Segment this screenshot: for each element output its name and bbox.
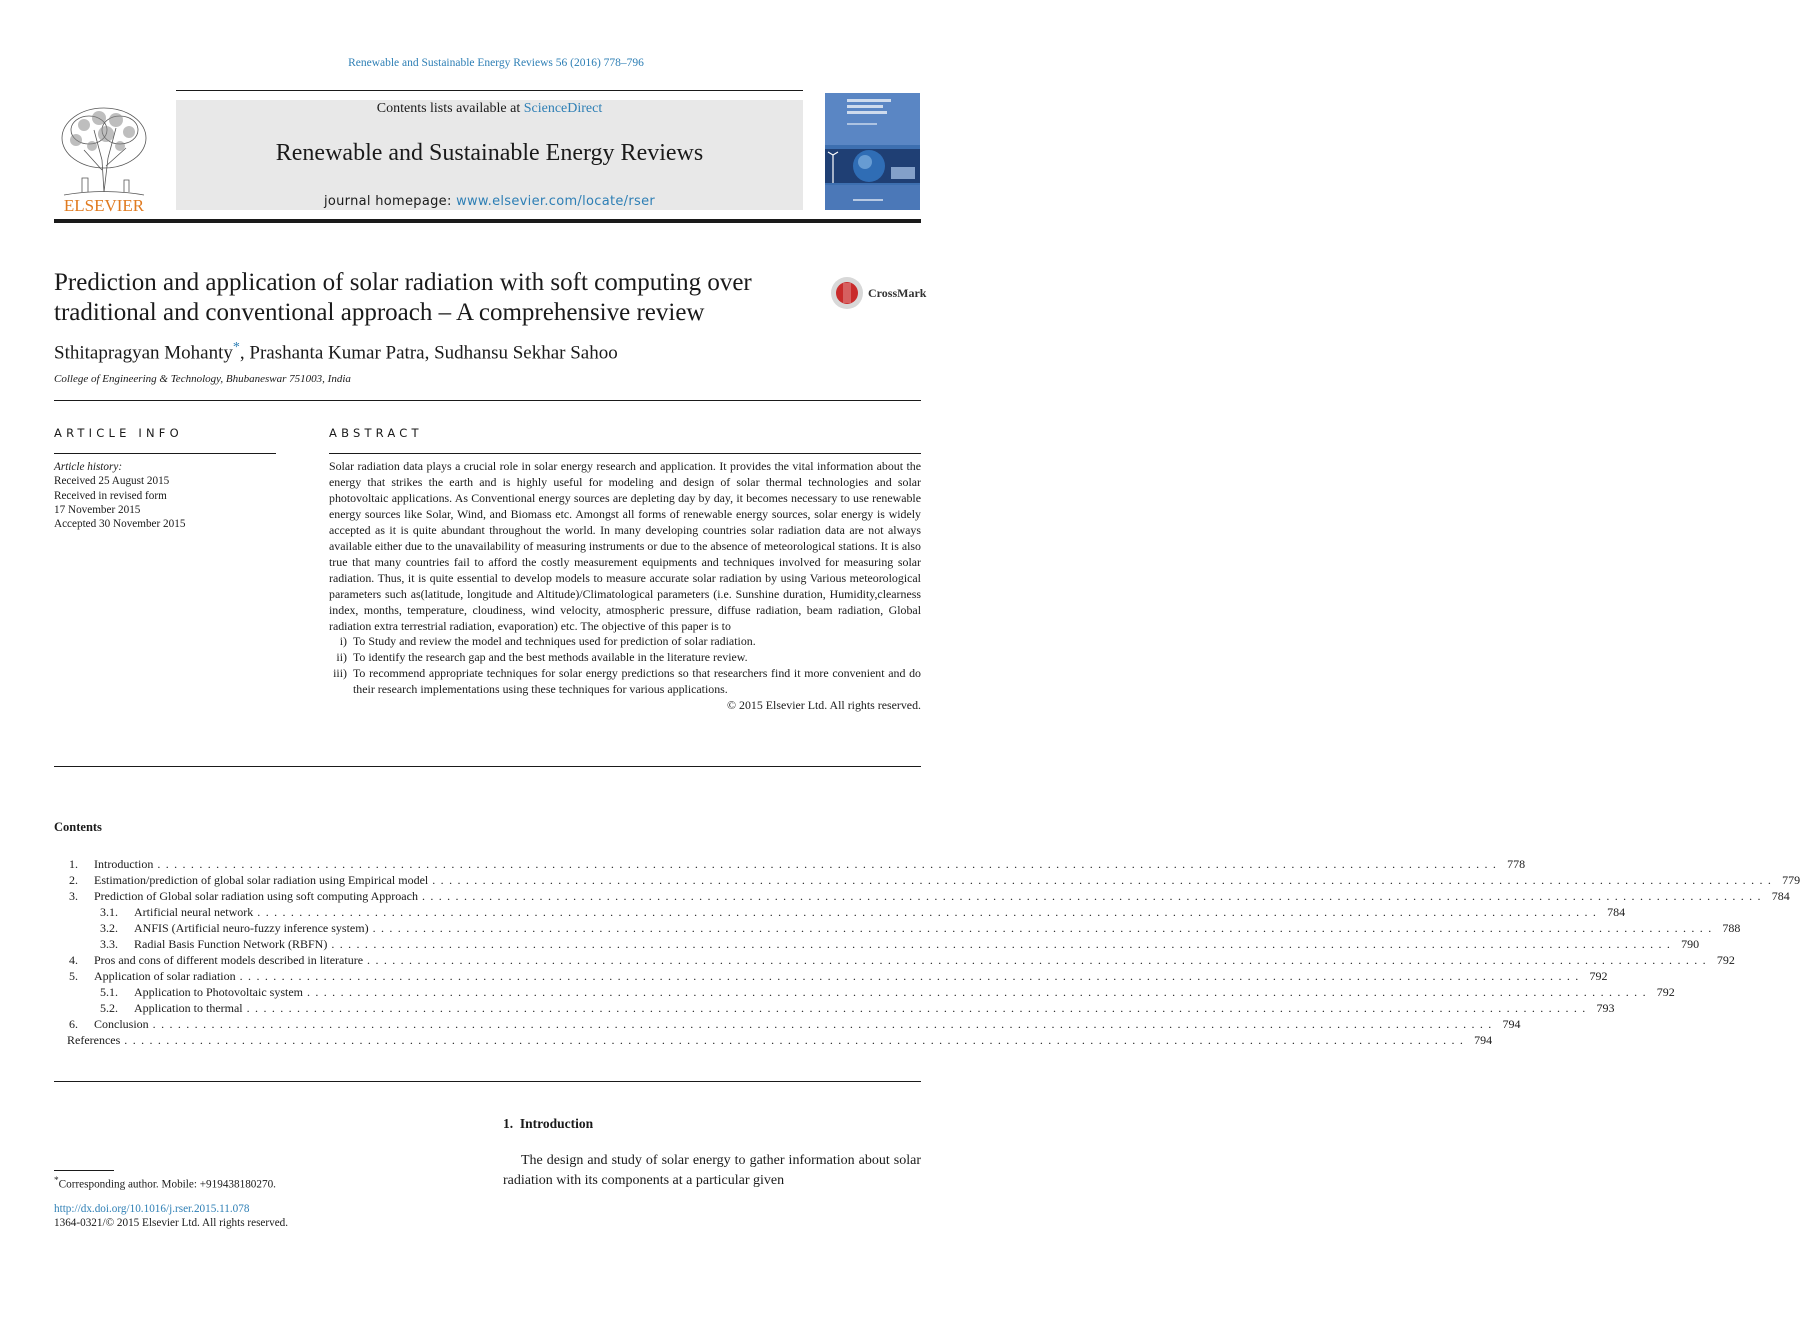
footnote <box>54 1174 276 1192</box>
issn-line: 1364-0321/© 2015 Elsevier Ltd. All rights reserved. <box>54 1217 289 1229</box>
toc-leader-dots: . . . . . . . . . . . . . . . . . . . . . . . . . . . . . . . . . . . . . . . . . . . . . . . . . . . . . . . . . . . . . . . . . . . . . . . . . . . . . . . . . . . . . . . . . . . . . . . . . . . . . . . . . . . . . . . . . . . . . . . . . . . . . . . . . . . . . . . . . . . . . . . . . . . . . . . . . . . . . . . . <box>257 905 1598 919</box>
toc-entry-page: 793 <box>1596 1001 1615 1015</box>
abstract-objectives <box>329 634 921 698</box>
toc-entry-title: Application to thermal <box>134 1001 243 1015</box>
toc-entry-title: Artificial neural network <box>134 905 254 919</box>
introduction-text: The design and study of solar energy to gather information about solar radiation with its components at a particular given <box>503 1153 921 1188</box>
toc-entry-title: Radial Basis Function Network (RBFN) <box>134 937 328 951</box>
publisher-logo-text: ELSEVIER <box>63 196 145 215</box>
toc-entry-title: ANFIS (Artificial neuro-fuzzy inference system) <box>134 921 369 935</box>
list-item-text: To identify the research gap and the best methods available in the literature review. <box>353 650 748 665</box>
toc-entry[interactable] <box>54 952 1735 968</box>
abstract-rule <box>329 453 921 454</box>
abstract-heading: ABSTRACT <box>329 426 423 440</box>
toc-entry-page: 794 <box>1502 1017 1521 1031</box>
toc-entry[interactable] <box>54 984 1675 1000</box>
toc-leader-dots: . . . . . . . . . . . . . . . . . . . . . . . . . . . . . . . . . . . . . . . . . . . . . . . . . . . . . . . . . . . . . . . . . . . . . . . . . . . . . . . . . . . . . . . . . . . . . . . . . . . . . . . . . . . . . . . . . . . . . . . . . . . . . . . . . . . . . . . . . . . . . . . . . . . . . . . . . . . . . . . . <box>246 1001 1587 1015</box>
abstract-text: Solar radiation data plays a crucial role in solar energy research and application. It provides the vital information about the energy that strikes the earth and is highly useful for modeling and design of solar thermal technologies and solar photovoltaic applications. As Conventional energy sources are depleting day by day, it becomes necessary to use renewable energy sources like Solar, Wind, and Biomass etc. Amongst all forms of renewable energy sources, solar energy is widely accepted as it is quite abundant throughout the world. In many developing countries solar radiation data are not always available either due to the unavailability of measuring instruments or due to the absence of meteorological stations. It is also true that many countries fail to afford the costly measurement equipments and techniques involved for measuring solar radiation. Thus, it is quite essential to develop models to measure accurate solar radiation by using Various meteorological parameters such as(latitude, longitude and Altitude)/Climatological parameters (i.e. Sunshine duration, Humidity,clearness index, months, temperature, cloudiness, wind velocity, atmospheric pressure, diffuse radiation, beam radiation, Global radiation extra terrestrial radiation, evaporation) etc. The objective of this paper is to <box>329 459 921 633</box>
toc-entry-number: 3.2. <box>100 921 118 935</box>
toc-entry-title: Application to Photovoltaic system <box>134 985 303 999</box>
journal-title: Renewable and Sustainable Energy Reviews <box>275 140 704 166</box>
list-item-number: ii) <box>336 650 347 665</box>
corresponding-author-mark[interactable]: * <box>232 340 240 355</box>
footnote-text: Corresponding author. Mobile: +919438180270. <box>58 1178 276 1191</box>
toc-leader-dots: . . . . . . . . . . . . . . . . . . . . . . . . . . . . . . . . . . . . . . . . . . . . . . . . . . . . . . . . . . . . . . . . . . . . . . . . . . . . . . . . . . . . . . . . . . . . . . . . . . . . . . . . . . . . . . . . . . . . . . . . . . . . . . . . . . . . . . . . . . . . . . . . . . . . . . . . . . . . . . . . <box>157 857 1498 871</box>
toc-leader-dots: . . . . . . . . . . . . . . . . . . . . . . . . . . . . . . . . . . . . . . . . . . . . . . . . . . . . . . . . . . . . . . . . . . . . . . . . . . . . . . . . . . . . . . . . . . . . . . . . . . . . . . . . . . . . . . . . . . . . . . . . . . . . . . . . . . . . . . . . . . . . . . . . . . . . . . . . . . . . . . . . <box>306 985 1647 999</box>
doi-block <box>54 1202 288 1230</box>
abstract-bottom-rule <box>54 766 921 767</box>
section-title: Introduction <box>519 1116 594 1131</box>
toc-leader-dots: . . . . . . . . . . . . . . . . . . . . . . . . . . . . . . . . . . . . . . . . . . . . . . . . . . . . . . . . . . . . . . . . . . . . . . . . . . . . . . . . . . . . . . . . . . . . . . . . . . . . . . . . . . . . . . . . . . . . . . . . . . . . . . . . . . . . . . . . . . . . . . . . . . . . . . . . . . . . . . . . <box>152 1017 1493 1031</box>
list-item <box>329 666 921 698</box>
toc-entry[interactable] <box>54 920 1741 936</box>
toc-entry-page: 778 <box>1507 857 1526 871</box>
list-item-number: iii) <box>333 666 347 681</box>
toc-leader-dots: . . . . . . . . . . . . . . . . . . . . . . . . . . . . . . . . . . . . . . . . . . . . . . . . . . . . . . . . . . . . . . . . . . . . . . . . . . . . . . . . . . . . . . . . . . . . . . . . . . . . . . . . . . . . . . . . . . . . . . . . . . . . . . . . . . . . . . . . . . . . . . . . . . . . . . . . . . . . . . . . <box>124 1033 1465 1047</box>
contents-heading: Contents <box>54 820 102 834</box>
toc-entry-page: 788 <box>1722 921 1741 935</box>
homepage-link[interactable]: www.elsevier.com/locate/rser <box>456 194 656 209</box>
footnote-mark: * <box>54 1176 59 1186</box>
toc-entry[interactable] <box>54 1032 1493 1048</box>
toc-entry-title: Prediction of Global solar radiation using soft computing Approach <box>94 889 418 903</box>
contents-prefix: Contents lists available at <box>376 101 524 116</box>
toc-entry[interactable] <box>54 888 1790 904</box>
toc-entry-number: 3.1. <box>100 905 118 919</box>
article-title: Prediction and application of solar radiation with soft computing over traditional and conventional approach – A comprehensive review <box>54 269 752 326</box>
crossmark-badge[interactable] <box>830 275 927 311</box>
toc-entry-title: Pros and cons of different models described in literature <box>94 953 364 967</box>
homepage-prefix: journal homepage: <box>323 194 457 209</box>
list-item <box>329 634 921 650</box>
toc-leader-dots: . . . . . . . . . . . . . . . . . . . . . . . . . . . . . . . . . . . . . . . . . . . . . . . . . . . . . . . . . . . . . . . . . . . . . . . . . . . . . . . . . . . . . . . . . . . . . . . . . . . . . . . . . . . . . . . . . . . . . . . . . . . . . . . . . . . . . . . . . . . . . . . . . . . . . . . . . . . . . . . . <box>372 921 1713 935</box>
toc-entry[interactable] <box>54 904 1626 920</box>
section-heading-introduction <box>503 1116 593 1132</box>
list-item-text: To Study and review the model and techniques used for prediction of solar radiation. <box>353 634 756 649</box>
history-line: Accepted 30 November 2015 <box>54 518 186 531</box>
journal-citation[interactable]: Renewable and Sustainable Energy Reviews 56 (2016) 778–796 <box>348 57 644 69</box>
toc-entry-page: 784 <box>1607 905 1626 919</box>
toc-entry[interactable] <box>54 1000 1615 1016</box>
author-name: Sthitapragyan Mohanty <box>54 342 233 364</box>
article-info-rule <box>54 453 276 454</box>
toc-leader-dots: . . . . . . . . . . . . . . . . . . . . . . . . . . . . . . . . . . . . . . . . . . . . . . . . . . . . . . . . . . . . . . . . . . . . . . . . . . . . . . . . . . . . . . . . . . . . . . . . . . . . . . . . . . . . . . . . . . . . . . . . . . . . . . . . . . . . . . . . . . . . . . . . . . . . . . . . . . . . . . . . <box>331 937 1672 951</box>
toc-entry-number: 5.1. <box>100 985 118 999</box>
toc-entry-number: 2. <box>69 873 78 887</box>
section-number: 1. <box>503 1116 514 1131</box>
history-line: Received in revised form <box>54 489 167 502</box>
author-separator: , <box>424 342 435 364</box>
history-label: Article history: <box>54 461 123 473</box>
toc-entry-page: 792 <box>1716 953 1735 967</box>
toc-entry-page: 792 <box>1589 969 1608 983</box>
toc-entry[interactable] <box>54 1016 1521 1032</box>
doi-link[interactable]: http://dx.doi.org/10.1016/j.rser.2015.11.078 <box>54 1203 250 1215</box>
footnote-rule <box>54 1170 114 1171</box>
info-top-rule <box>54 400 921 401</box>
author-name: Sudhansu Sekhar Sahoo <box>434 342 618 364</box>
elsevier-tree-icon <box>54 100 154 215</box>
history-line: Received 25 August 2015 <box>54 475 170 488</box>
abstract-body <box>329 459 921 714</box>
author-list <box>54 340 618 364</box>
toc-entry-number: 1. <box>69 857 78 871</box>
article-history <box>54 460 185 531</box>
toc-entry-number: 3.3. <box>100 937 118 951</box>
history-line: 17 November 2015 <box>54 503 141 516</box>
toc-entry-number: 4. <box>69 953 78 967</box>
author-separator: , <box>239 342 250 364</box>
toc-entry-number: 5.2. <box>100 1001 118 1015</box>
toc-entry-page: 779 <box>1782 873 1800 887</box>
toc-entry-page: 790 <box>1681 937 1700 951</box>
list-item <box>329 650 921 666</box>
toc-entry-title: Conclusion <box>94 1017 149 1031</box>
toc-entry-title: Estimation/prediction of global solar radiation using Empirical model <box>94 873 429 887</box>
toc-entry-number: 6. <box>69 1017 78 1031</box>
affiliation: College of Engineering & Technology, Bhubaneswar 751003, India <box>54 373 351 385</box>
header-rule <box>54 219 921 223</box>
toc-leader-dots: . . . . . . . . . . . . . . . . . . . . . . . . . . . . . . . . . . . . . . . . . . . . . . . . . . . . . . . . . . . . . . . . . . . . . . . . . . . . . . . . . . . . . . . . . . . . . . . . . . . . . . . . . . . . . . . . . . . . . . . . . . . . . . . . . . . . . . . . . . . . . . . . . . . . . . . . . . . . . . . . <box>421 889 1762 903</box>
journal-homepage-line <box>176 194 803 209</box>
author-name: Prashanta Kumar Patra <box>249 342 425 364</box>
toc-leader-dots: . . . . . . . . . . . . . . . . . . . . . . . . . . . . . . . . . . . . . . . . . . . . . . . . . . . . . . . . . . . . . . . . . . . . . . . . . . . . . . . . . . . . . . . . . . . . . . . . . . . . . . . . . . . . . . . . . . . . . . . . . . . . . . . . . . . . . . . . . . . . . . . . . . . . . . . . . . . . . . . . <box>367 953 1707 967</box>
journal-cover-image <box>825 93 920 210</box>
article-info-heading: ARTICLE INFO <box>54 426 183 440</box>
toc-entry-number: 3. <box>69 889 78 903</box>
toc-entry-number: 5. <box>69 969 78 983</box>
toc-entry-title: References <box>67 1033 121 1047</box>
contents-bottom-rule <box>54 1081 921 1082</box>
toc-entry[interactable] <box>54 968 1608 984</box>
toc-leader-dots: . . . . . . . . . . . . . . . . . . . . . . . . . . . . . . . . . . . . . . . . . . . . . . . . . . . . . . . . . . . . . . . . . . . . . . . . . . . . . . . . . . . . . . . . . . . . . . . . . . . . . . . . . . . . . . . . . . . . . . . . . . . . . . . . . . . . . . . . . . . . . . . . . . . . . . . . . . . . . . . . <box>432 873 1773 887</box>
table-of-contents <box>54 856 1800 1048</box>
toc-entry-title: Application of solar radiation <box>94 969 236 983</box>
toc-entry[interactable] <box>54 856 1526 872</box>
toc-entry-page: 792 <box>1656 985 1675 999</box>
list-item-text: To recommend appropriate techniques for solar energy predictions so that researchers find it more convenient and do their research implementations using these techniques for various applications. <box>353 666 921 697</box>
contents-available-line <box>176 101 803 117</box>
toc-entry[interactable] <box>54 936 1700 952</box>
toc-leader-dots: . . . . . . . . . . . . . . . . . . . . . . . . . . . . . . . . . . . . . . . . . . . . . . . . . . . . . . . . . . . . . . . . . . . . . . . . . . . . . . . . . . . . . . . . . . . . . . . . . . . . . . . . . . . . . . . . . . . . . . . . . . . . . . . . . . . . . . . . . . . . . . . . . . . . . . . . . . . . . . . . <box>239 969 1580 983</box>
toc-entry[interactable] <box>54 872 1800 888</box>
sciencedirect-link[interactable]: ScienceDirect <box>523 101 603 116</box>
introduction-paragraph <box>503 1151 921 1190</box>
copyright-line: © 2015 Elsevier Ltd. All rights reserved. <box>727 698 921 713</box>
toc-entry-page: 784 <box>1771 889 1790 903</box>
list-item-number: i) <box>339 634 347 649</box>
toc-entry-page: 794 <box>1474 1033 1493 1047</box>
elsevier-logo <box>54 100 154 215</box>
crossmark-label: CrossMark <box>868 286 927 300</box>
header-top-rule <box>176 90 803 91</box>
toc-entry-title: Introduction <box>94 857 154 871</box>
